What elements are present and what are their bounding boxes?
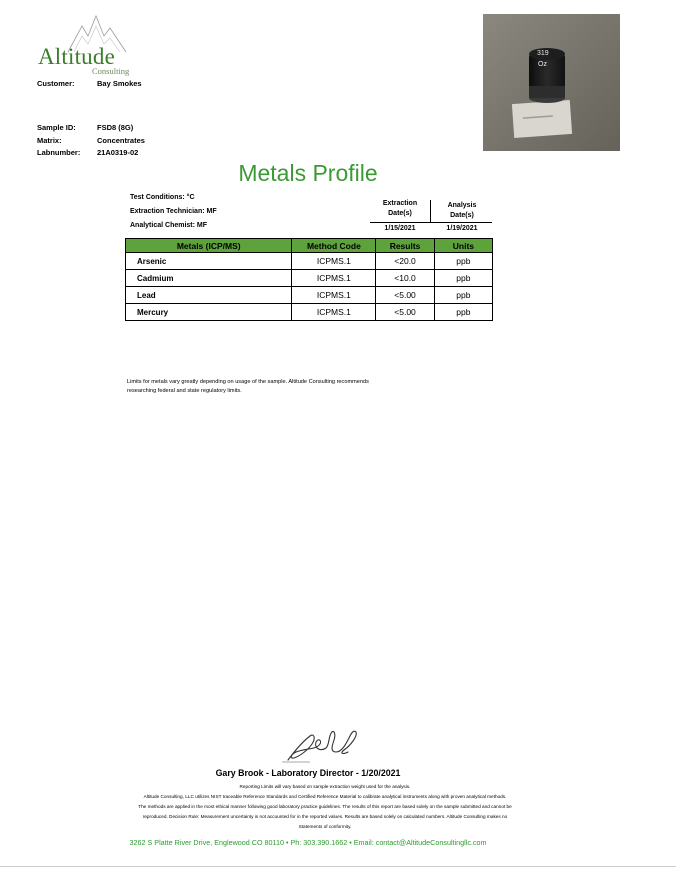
metal-name: Cadmium — [126, 270, 292, 287]
result-value: <5.00 — [376, 287, 434, 304]
customer-label: Customer: — [37, 79, 75, 88]
extraction-technician: Extraction Technician: MF — [130, 208, 217, 215]
signer-line: Gary Brook - Laboratory Director - 1/20/2021 — [215, 768, 401, 778]
unit-value: ppb — [434, 253, 492, 270]
sample-photo — [483, 14, 620, 151]
page-bottom-rule — [0, 866, 676, 867]
result-value: <10.0 — [376, 270, 434, 287]
test-conditions: Test Conditions: °C — [130, 194, 195, 201]
table-row — [126, 253, 493, 270]
sample-id-value: FSD8 (8G) — [97, 123, 134, 132]
logo-subtitle: Consulting — [92, 66, 130, 76]
column-header-method: Method Code — [292, 239, 376, 253]
method-code: ICPMS.1 — [292, 270, 376, 287]
customer-value: Bay Smokes — [97, 79, 142, 88]
dates-rule — [370, 222, 492, 223]
result-value: <20.0 — [376, 253, 434, 270]
table-row — [126, 287, 493, 304]
dates-block — [370, 198, 492, 234]
disclaimer-line-4: reproduced. Decision Rule: Measurement uncertainty is not accounted for in the reported values. Results are based solely on calculated numbers. Altitude Consulting makes no — [142, 814, 508, 819]
analysis-date-header: Analysis Date(s) — [447, 202, 477, 219]
analytical-chemist: Analytical Chemist: MF — [130, 222, 208, 229]
table-header-row — [126, 239, 493, 253]
analysis-date-value: 1/19/2021 — [446, 225, 478, 232]
signature-image — [280, 722, 370, 768]
unit-value: ppb — [434, 270, 492, 287]
sample-id-label: Sample ID: — [37, 123, 76, 132]
method-code: ICPMS.1 — [292, 304, 376, 321]
extraction-date-value: 1/15/2021 — [384, 225, 416, 232]
result-value: <5.00 — [376, 304, 434, 321]
logo-wordmark: Altitude — [38, 44, 115, 69]
column-header-results: Results — [376, 239, 434, 253]
unit-value: ppb — [434, 304, 492, 321]
jar-label-line2: Oz — [538, 61, 547, 68]
extraction-date-header: Extraction Date(s) — [382, 200, 418, 217]
table-row — [126, 270, 493, 287]
limits-note: Limits for metals vary greatly depending on usage of the sample. Altitude Consulting recommends researching federal and state regulatory limits. — [127, 379, 369, 394]
disclaimer-line-3: The methods are applied in the most ethical manner following good laboratory practice guidelines. The results of this report are based solely on the sample submitted and cannot be — [138, 804, 512, 809]
matrix-value: Concentrates — [97, 136, 145, 145]
disclaimer-line-1: Reporting Limits will vary based on sample extraction weight used for the analysis. — [239, 784, 411, 789]
matrix-label: Matrix: — [37, 136, 62, 145]
table-row — [126, 304, 493, 321]
disclaimer-line-2: Altitude Consulting, LLC utilizes NIST traceable Reference Standards and Certified Reference Material to calibrate analytical instruments along with proven analytical methods. — [143, 794, 507, 799]
dates-divider — [430, 200, 431, 222]
metal-name: Arsenic — [126, 253, 292, 270]
column-header-units: Units — [434, 239, 492, 253]
labnumber-value: 21A0319-02 — [97, 148, 139, 157]
column-header-metal: Metals (ICP/MS) — [126, 239, 292, 253]
labnumber-label: Labnumber: — [37, 148, 81, 157]
method-code: ICPMS.1 — [292, 253, 376, 270]
metals-table — [125, 238, 493, 321]
company-logo — [30, 14, 140, 76]
metal-name: Mercury — [126, 304, 292, 321]
contact-footer: 3262 S Platte River Drive, Englewood CO 80110 • Ph: 303.390.1662 • Email: contact@AltitudeConsultingllc.com — [129, 838, 487, 847]
page-title: Metals Profile — [238, 160, 378, 186]
method-code: ICPMS.1 — [292, 287, 376, 304]
unit-value: ppb — [434, 287, 492, 304]
jar-label-line1: 319 — [537, 50, 549, 57]
metal-name: Lead — [126, 287, 292, 304]
disclaimer-line-5: Statements of conformity. — [298, 824, 352, 829]
